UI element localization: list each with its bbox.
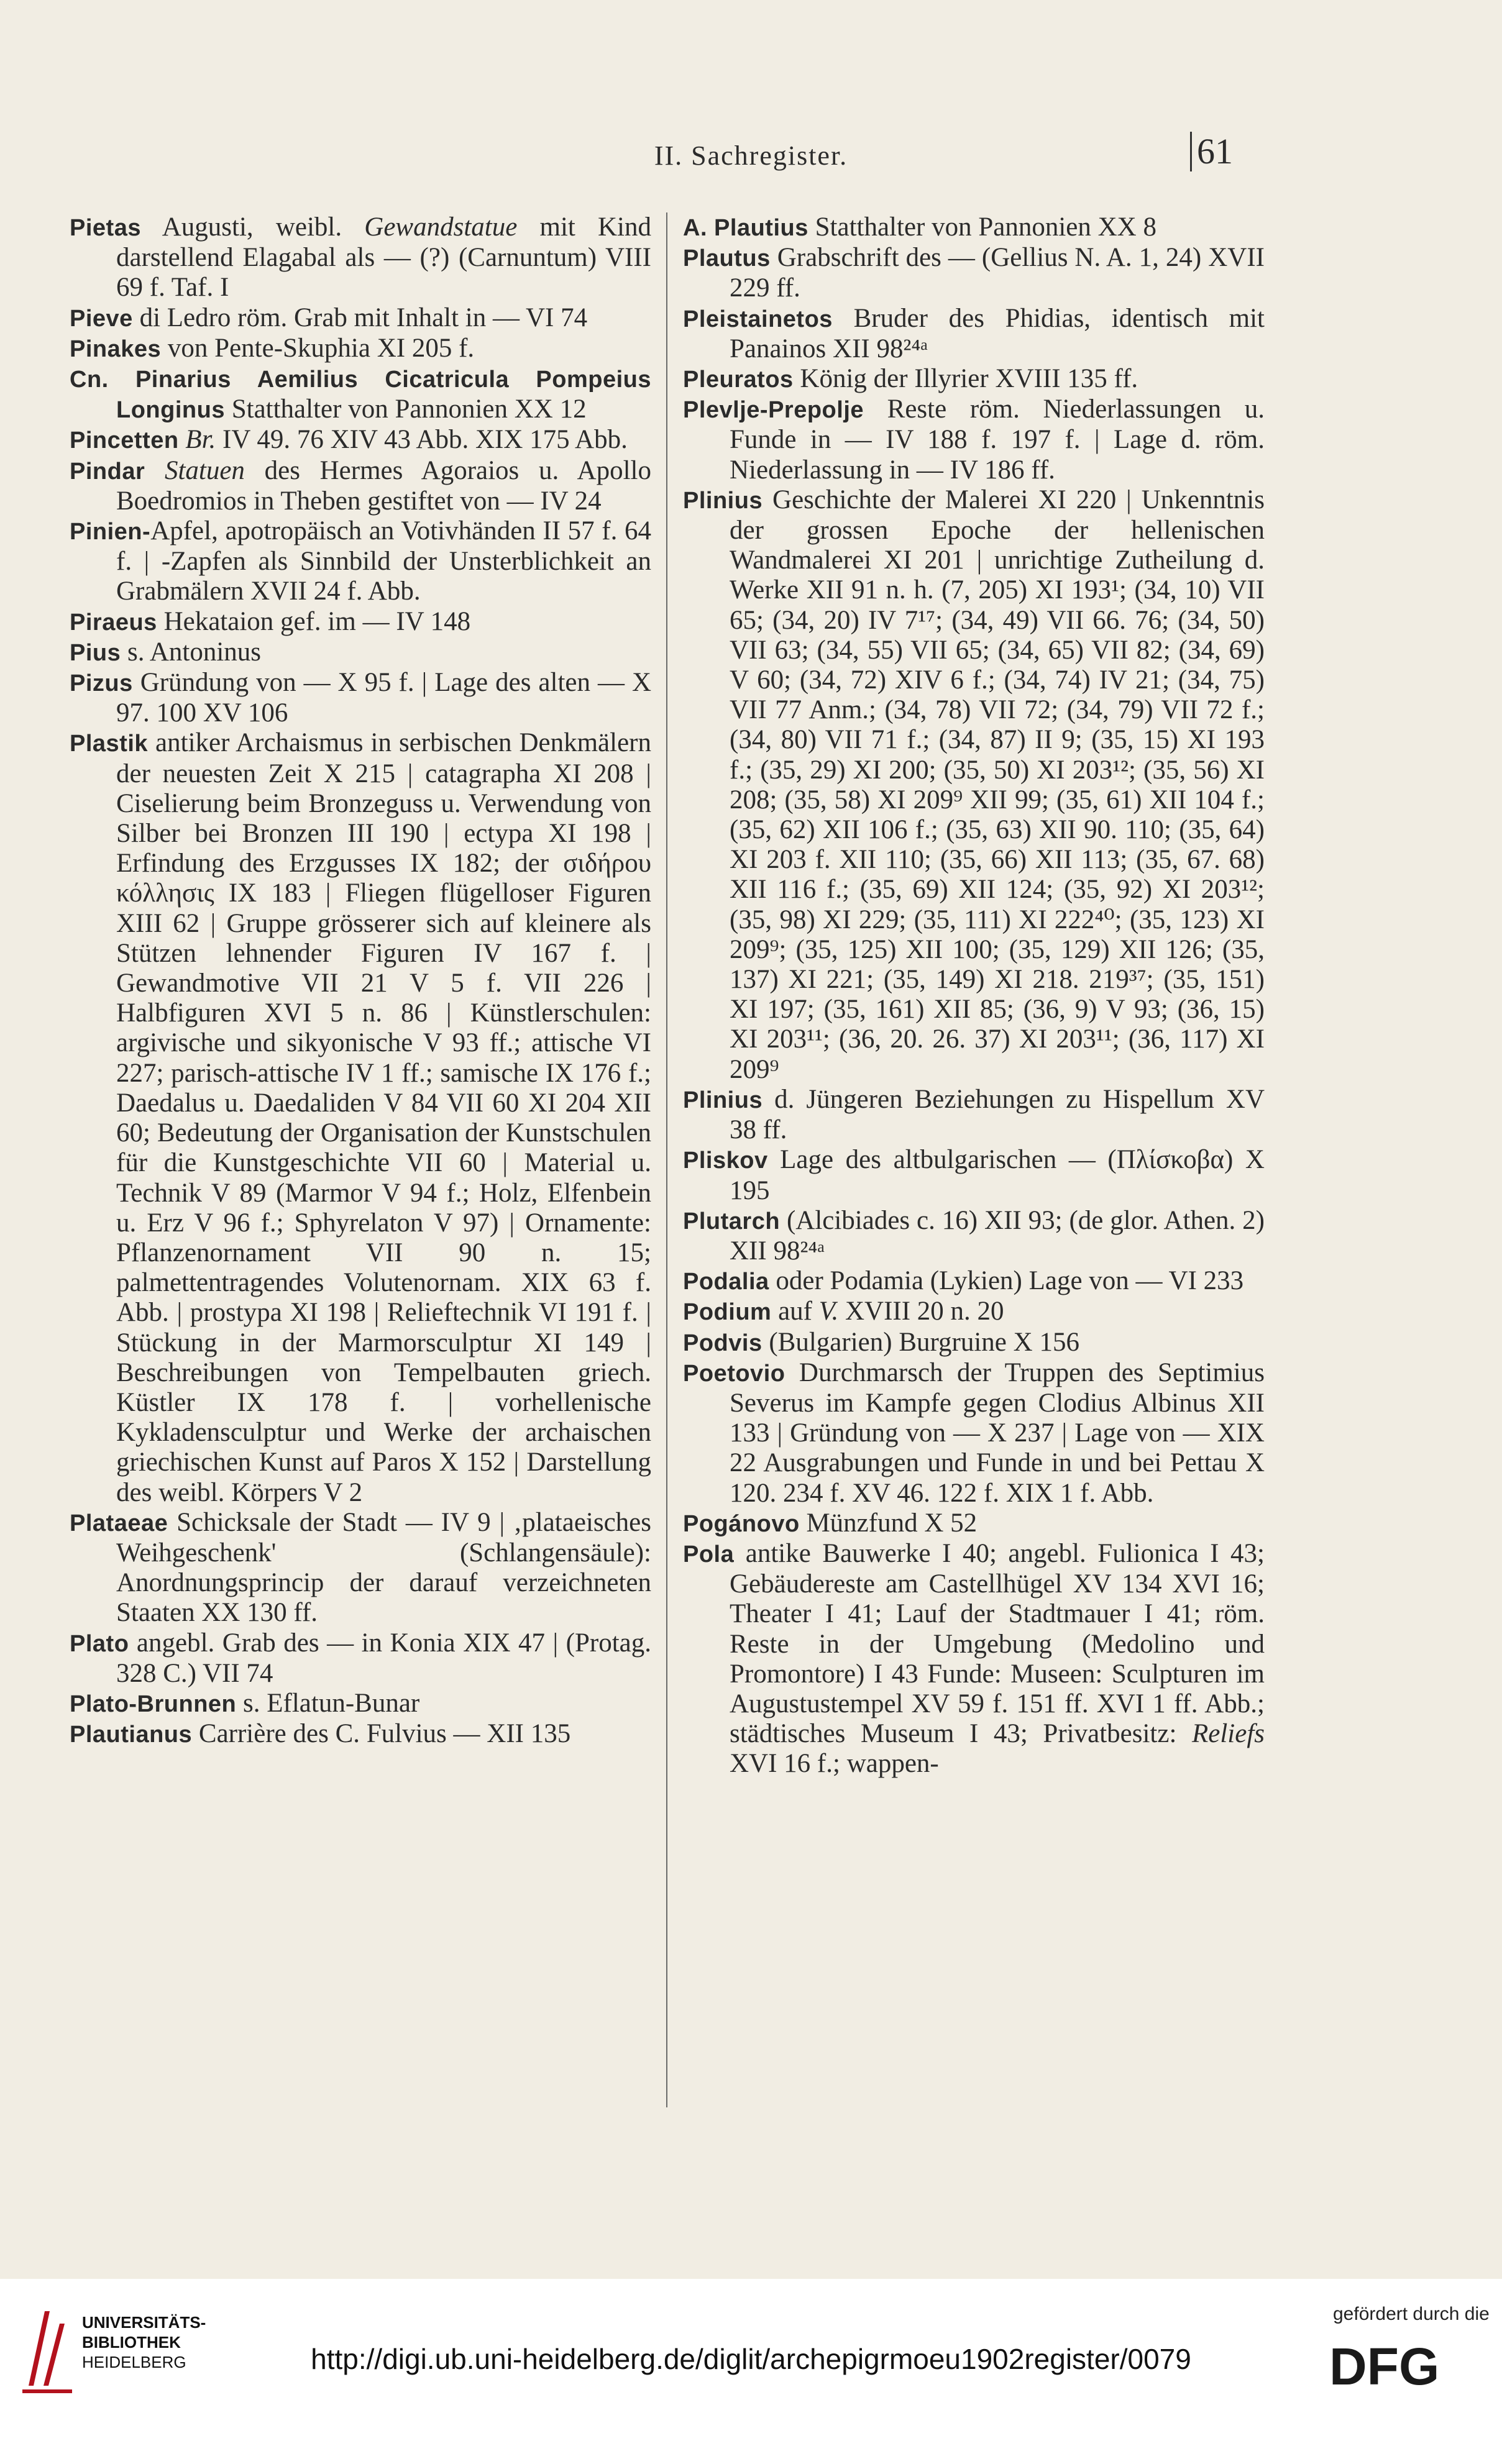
entry-text: XVIII 20 n. 20 <box>838 1297 1004 1326</box>
index-column-left <box>70 212 651 1750</box>
running-title: II. Sachregister. <box>654 140 848 171</box>
entry-text: Schicksale der Stadt — IV 9 | ‚plataeisches Weihgeschenk' (Schlangensäule): Anordnungsprincip der darauf verzeichneten Staaten XX 130 ff. <box>116 1507 651 1628</box>
entry-headword: Pizus <box>70 670 133 697</box>
entry-text: di Ledro röm. Grab mit Inhalt in — VI 74 <box>132 303 588 332</box>
index-entry <box>70 607 651 637</box>
index-entry <box>70 425 651 455</box>
entry-text: d. Jüngeren Beziehungen zu Hispellum XV 38 ff. <box>730 1084 1265 1145</box>
entry-text: Durchmarsch der Truppen des Septimius Severus im Kampfe gegen Clodius Albinus XII 133 | Gründung von — X 237 | Lage von — XIX 22 Ausgrabungen und Funde in und bei Pettau X 120. 234 f. XV 46. 122 f. XIX 1 f. Abb. <box>730 1357 1265 1508</box>
entry-text: Hekataion gef. im — IV 148 <box>157 606 471 636</box>
index-entry <box>683 1508 1265 1539</box>
index-entry <box>70 516 651 607</box>
entry-headword: A. Plautius <box>683 215 808 241</box>
entry-text: antiker Archaismus in serbischen Denkmälern der neuesten Zeit X 215 | catagrapha XI 208 | Ciselierung beim Bronzeguss u. Verwendung von Silber bei Bronzen III 190 | ectypa XI 198 | Erfindung des Erzgusses IX 182; der σιδήρου κόλλησις IX 183 | Fliegen flügelloser Figuren XIII 62 | Gruppe grösserer sich auf kleinere als Stützen lehnender Figuren IV 167 f. | Gewandmotive VII 21 V 5 f. VII 226 | Halbfiguren XVI 5 n. 86 | Künstlerschulen: argivische und sikyonische V 93 ff.; attische VI 227; parisch-attische IV 1 ff.; samische IX 176 f.; Daedalus u. Daedaliden V 84 VII 60 XI 204 XII 60; Bedeutung der Organisation der Kunstschulen für die Kunstgeschichte VII 60 | Material u. Technik V 89 (Marmor V 94 f.; Holz, Elfenbein u. Erz V 96 f.; Sphyrelaton V 97) | Ornamente: Pflanzenornament VII 90 n. 15; palmettentragendes Volutenornam. XIX 63 f. Abb. | prostypa XI 198 | Relieftechnik VI 191 f. | Stückung in der Marmorsculptur XI 149 | Beschreibungen von Tempelbauten griech. Küstler IX 178 f. | vorhellenische Kykladensculptur und Werke der archaischen griechischen Kunst auf Paros X 152 | Darstellung des weibl. Körpers V 2 <box>116 728 651 1507</box>
entry-text: IV 49. 76 XIV 43 Abb. XIX 175 Abb. <box>216 425 628 455</box>
entry-headword: Pliskov <box>683 1148 768 1174</box>
entry-headword: Plinius <box>683 1087 763 1113</box>
entry-headword: Pindar <box>70 458 145 485</box>
entry-text: des Hermes Agoraios u. Apollo Boedromios in Theben gestiftet von — IV 24 <box>116 455 651 516</box>
entry-text <box>145 456 165 485</box>
entry-text: XVI 16 f.; wappen- <box>730 1749 939 1779</box>
index-entry <box>683 304 1265 364</box>
entry-text: mit Kind darstellend Elagabal als — (?) (Carnuntum) VIII 69 f. Taf. I <box>116 212 652 303</box>
entry-headword: Plevlje-Prepolje <box>683 397 864 424</box>
entry-text: Carrière des C. Fulvius — XII 135 <box>192 1719 571 1749</box>
index-entry <box>70 303 651 334</box>
dfg-logo-text: DFG <box>1329 2337 1440 2393</box>
entry-headword: Plataeae <box>70 1510 168 1536</box>
entry-headword: Pius <box>70 639 121 666</box>
index-entry <box>683 364 1265 395</box>
index-entry <box>683 485 1265 1085</box>
entry-italic-text: Reliefs <box>1191 1719 1265 1749</box>
entry-italic-text: Gewandstatue <box>364 212 518 242</box>
entry-headword: Plautus <box>683 245 771 272</box>
entry-text: s. Eflatun-Bunar <box>236 1688 420 1718</box>
funding-label: gefördert durch die <box>1333 2304 1490 2324</box>
entry-text: Grabschrift des — (Gellius N. A. 1, 24) XVII 229 ff. <box>730 243 1265 303</box>
entry-headword: Pinakes <box>70 335 162 362</box>
entry-headword: Plastik <box>70 731 149 757</box>
index-entry <box>683 212 1265 243</box>
entry-text: Apfel, apotropäisch an Votivhänden II 57 f. 64 f. | -Zapfen als Sinnbild der Unsterblichkeit an Grabmälern XVII 24 f. Abb. <box>116 516 651 606</box>
page-number: 61 <box>1190 132 1233 171</box>
index-entry <box>70 364 651 425</box>
entry-headword: Pogánovo <box>683 1510 800 1537</box>
entry-text: Reste röm. Niederlassungen u. Funde in — IV 188 f. 197 f. | Lage d. röm. Niederlassung in — IV 186 ff. <box>730 395 1265 485</box>
index-entry <box>70 728 651 1507</box>
index-entry <box>683 1328 1265 1358</box>
entry-headword: Plato-Brunnen <box>70 1691 237 1717</box>
entry-headword: Pola <box>683 1541 735 1567</box>
entry-text: angebl. Grab des — in Konia XIX 47 | (Protag. 328 C.) VII 74 <box>116 1628 651 1688</box>
entry-headword: Podium <box>683 1299 772 1326</box>
index-entry <box>683 1358 1265 1508</box>
index-entry <box>70 212 651 303</box>
entry-headword: Podalia <box>683 1269 769 1295</box>
entry-text: auf <box>771 1297 819 1326</box>
entry-headword: Pinien- <box>70 519 151 545</box>
entry-headword: Plato <box>70 1630 129 1657</box>
entry-headword: Pleuratos <box>683 367 794 393</box>
library-name-line1: UNIVERSITÄTS- <box>82 2313 206 2332</box>
entry-text: antike Bauwerke I 40; angebl. Fulionica I 43; Gebäudereste am Castellhügel XV 134 XVI 16; Theater I 41; Lauf der Stadtmauer I 41; röm. Reste in der Umgebung (Medolino und Promontore) I 43 Funde: Museen: Sculpturen im Augustustempel XV 59 f. 151 ff. XVI 1 ff. Abb.; städtisches Museum I 43; Privatbesitz: <box>730 1538 1265 1749</box>
entry-text: Augusti, weibl. <box>140 212 365 242</box>
index-entry <box>70 668 651 728</box>
entry-text: Münzfund X 52 <box>799 1508 978 1538</box>
index-entry <box>683 1266 1265 1297</box>
index-column-right <box>683 212 1265 1779</box>
index-entry <box>683 1539 1265 1779</box>
entry-headword: Poetovio <box>683 1360 785 1387</box>
entry-text: Statthalter von Pannonien XX 12 <box>224 395 587 424</box>
index-entry <box>70 637 651 668</box>
entry-headword: Plautianus <box>70 1722 193 1748</box>
entry-italic-text: Statuen <box>164 455 245 485</box>
index-entry <box>683 395 1265 485</box>
entry-text: oder Podamia (Lykien) Lage von — VI 233 <box>769 1266 1244 1296</box>
column-divider <box>666 212 667 2107</box>
library-name-line2: BIBLIOTHEK <box>82 2333 181 2352</box>
index-entry <box>683 1297 1265 1327</box>
entry-headword: Plinius <box>683 487 763 514</box>
entry-italic-text: Br. <box>185 425 216 455</box>
entry-headword: Podvis <box>683 1330 762 1356</box>
entry-text: Geschichte der Malerei XI 220 | Unkenntnis der grossen Epoche der hellenischen Wandmalerei XI 201 | unrichtige Zutheilung d. Werke XII 91 n. h. (7, 205) XI 193¹; (34, 10) VII 65; (34, 20) IV 7¹⁷; (34, 49) VII 66. 76; (34, 50) VII 63; (34, 55) VII 65; (34, 65) VII 82; (34, 69) V 60; (34, 72) XIV 6 f.; (34, 74) IV 21; (34, 75) VII 77 Anm.; (34, 78) VII 72; (34, 79) VII 72 f.; (34, 80) VII 71 f.; (34, 87) II 9; (35, 15) XI 193 f.; (35, 29) XI 200; (35, 50) XI 203¹²; (35, 56) XI 208; (35, 58) XI 209⁹ XII 99; (35, 61) XII 104 f.; (35, 62) XII 106 f.; (35, 63) XII 90. 110; (35, 64) XI 203 f. XII 110; (35, 66) XII 113; (35, 67. 68) XII 116 f.; (35, 69) XII 124; (35, 92) XI 203¹²; (35, 98) XI 229; (35, 111) XI 222⁴⁰; (35, 123) XI 209⁹; (35, 125) XII 100; (35, 129) XII 126; (35, 137) XI 221; (35, 149) XI 218. 219³⁷; (35, 151) XI 197; (35, 161) XII 85; (36, 9) V 93; (36, 15) XI 203¹¹; (36, 20. 26. 37) XI 203¹¹; (36, 117) XI 209⁹ <box>730 485 1265 1084</box>
entry-headword: Cn. Pinarius Aemilius Cicatricula Pompeius Longinus <box>70 367 651 424</box>
index-entry <box>70 1628 651 1689</box>
entry-text: König der Illyrier XVIII 135 ff. <box>793 364 1138 394</box>
index-entry <box>683 243 1265 303</box>
entry-text: Lage des altbulgarischen — (Πλίσκοβα) X 195 <box>730 1145 1265 1205</box>
entry-italic-text: V. <box>818 1297 839 1326</box>
index-entry <box>70 1719 651 1750</box>
entry-text: (Alcibiades c. 16) XII 93; (de glor. Athen. 2) XII 98²⁴ᵃ <box>730 1205 1265 1266</box>
index-entry <box>683 1085 1265 1145</box>
index-entry <box>70 334 651 364</box>
entry-text: Bruder des Phidias, identisch mit Panainos XII 98²⁴ᵃ <box>730 303 1265 363</box>
entry-headword: Pieve <box>70 305 133 332</box>
library-name-line3: HEIDELBERG <box>82 2353 186 2371</box>
index-entry <box>70 1508 651 1628</box>
entry-text <box>179 425 186 454</box>
index-entry <box>683 1145 1265 1205</box>
entry-text: s. Antoninus <box>121 637 262 667</box>
entry-text: von Pente-Skuphia XI 205 f. <box>161 333 475 363</box>
entry-text: Statthalter von Pannonien XX 8 <box>808 212 1156 242</box>
entry-headword: Pleistainetos <box>683 306 833 332</box>
entry-text: Gründung von — X 95 f. | Lage des alten — X 97. 100 XV 106 <box>116 668 651 728</box>
index-entry <box>70 456 651 516</box>
entry-headword: Piraeus <box>70 609 157 636</box>
entry-headword: Pietas <box>70 215 141 241</box>
entry-headword: Pincetten <box>70 427 179 454</box>
index-entry <box>683 1206 1265 1266</box>
entry-text: (Bulgarien) Burgruine X 156 <box>762 1327 1079 1357</box>
index-entry <box>70 1689 651 1719</box>
permalink-url[interactable]: http://digi.ub.uni-heidelberg.de/diglit/archepigrmoeu1902register/0079 <box>311 2343 1191 2375</box>
entry-headword: Plutarch <box>683 1208 781 1234</box>
dfg-logo-icon <box>1327 2336 1482 2393</box>
